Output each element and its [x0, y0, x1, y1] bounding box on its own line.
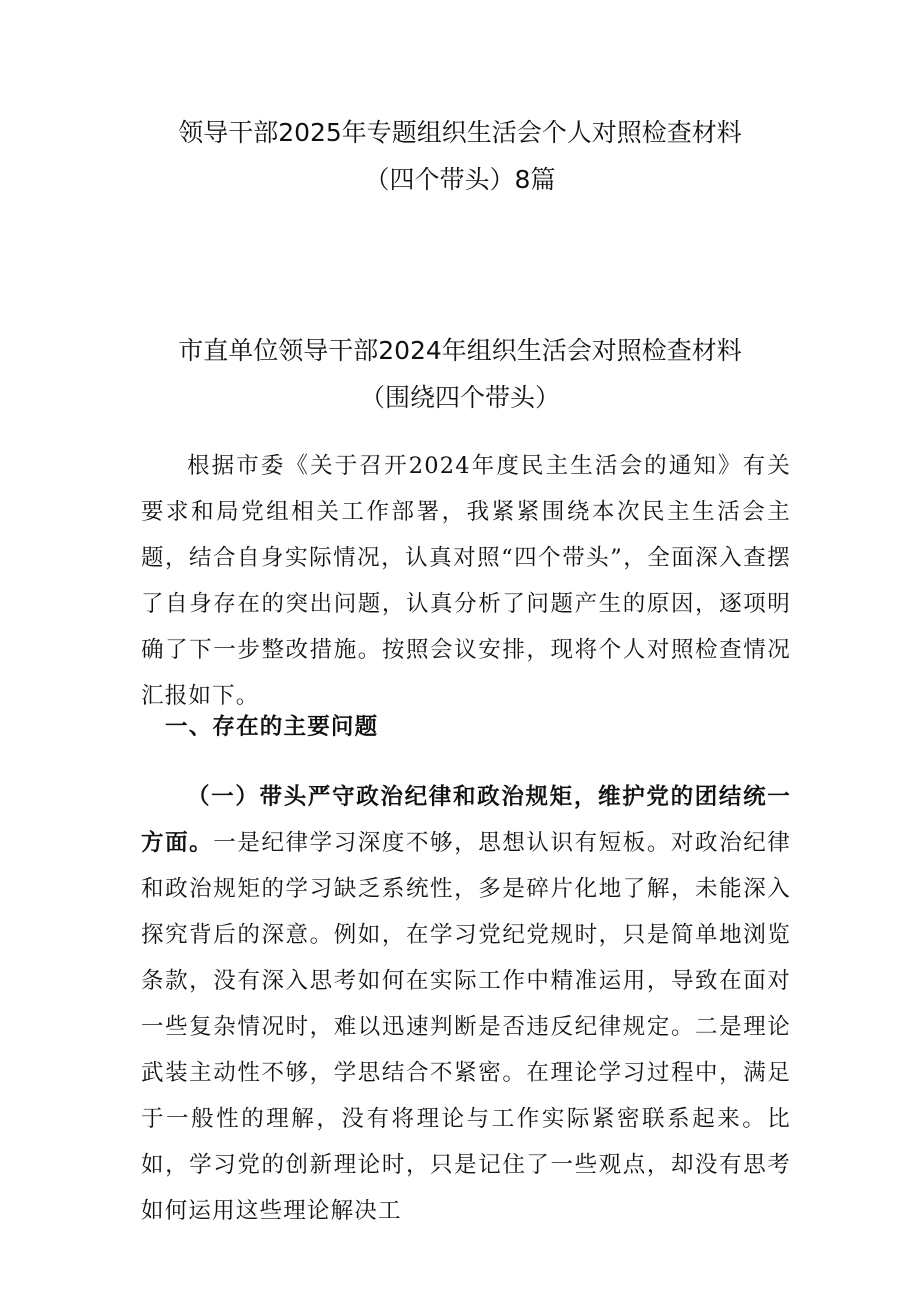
- intro-paragraph: 根据市委《关于召开2024年度民主生活会的通知》有关要求和局党组相关工作部署，我紧紧围绕本次民主生活会主题，结合自身实际情况，认真对照“四个带头”，全面深入查摆了自身存在的突出问题，认真分析了问题产生的原因，逐项明确了下一步整改措施。按照会议安排，现将个人对照检查情况汇报如下。: [141, 453, 791, 709]
- section-heading: 一、存在的主要问题: [165, 714, 379, 740]
- document-title-line1: 领导干部2025年专题组织生活会个人对照检查材料: [178, 118, 742, 147]
- subsection-heading: （一）带头严守政治纪律和政治规矩，维护党的团结统一方面。: [141, 784, 791, 856]
- document-title-line2: （四个带头）8篇: [364, 165, 556, 194]
- subsection-text: 一是纪律学习深度不够，思想认识有短板。对政治纪律和政治规矩的学习缺乏系统性，多是碎片化地了解，未能深入探究背后的深意。例如，在学习党纪党规时，只是简单地浏览条款，没有深入思考如何在实际工作中精准运用，导致在面对一些复杂情况时，难以迅速判断是否违反纪律规定。二是理论武装主动性不够，学思结合不紧密。在理论学习过程中，满足于一般性的理解，没有将理论与工作实际紧密联系起来。比如，学习党的创新理论时，只是记住了一些观点，却没有思考如何运用这些理论解决工: [141, 830, 791, 1224]
- subsection-paragraph: [141, 774, 791, 1234]
- article-title-line1: 市直单位领导干部2024年组织生活会对照检查材料: [178, 336, 742, 365]
- article-title-line2: （围绕四个带头）: [359, 383, 560, 412]
